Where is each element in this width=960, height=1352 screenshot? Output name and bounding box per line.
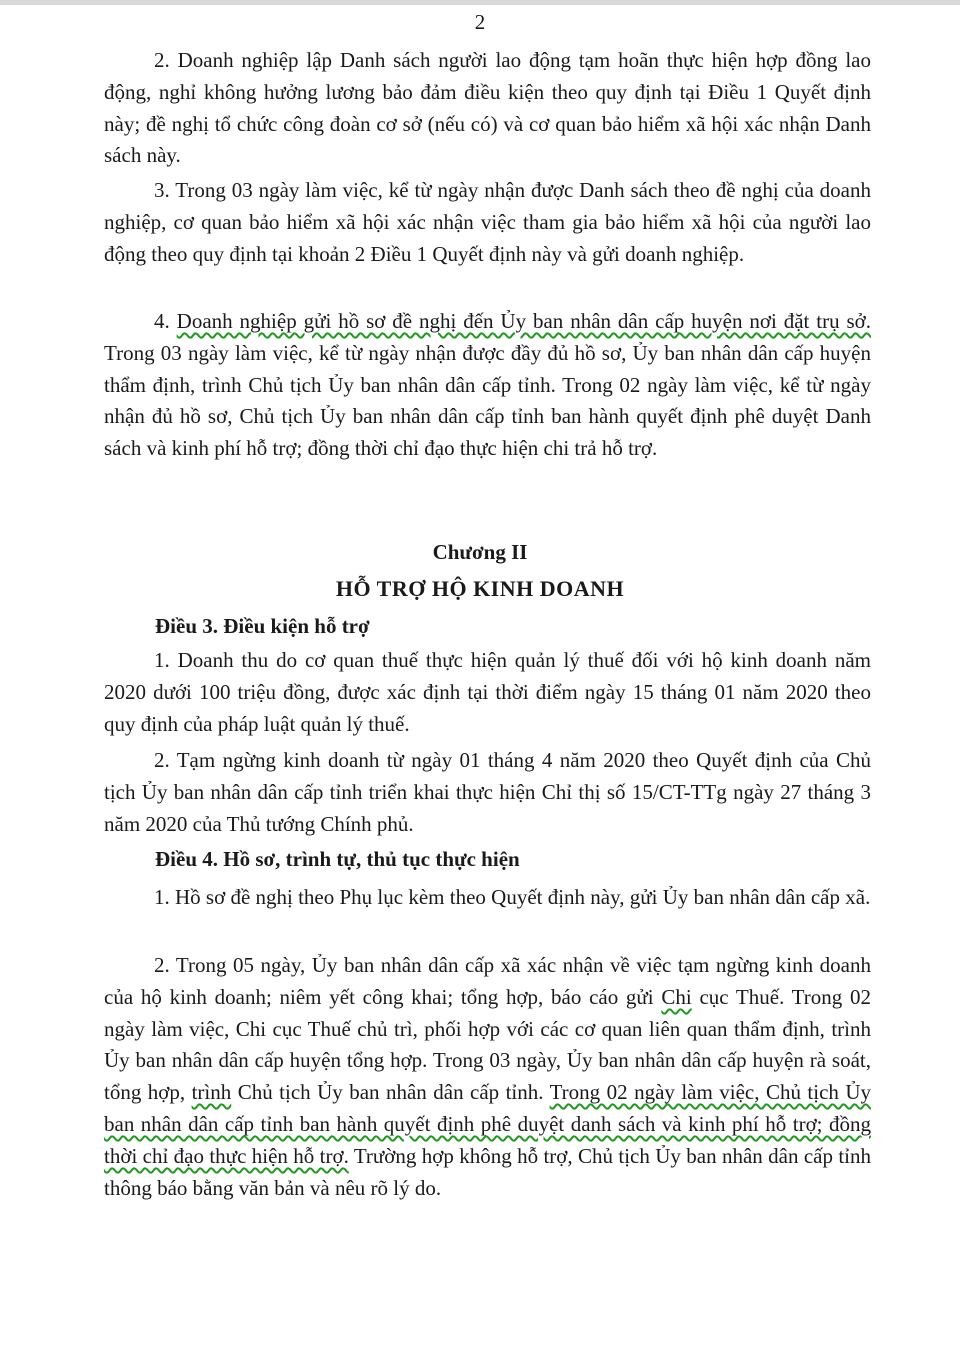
page-number: 2 xyxy=(474,10,486,34)
article-3-paragraph-2: 2. Tạm ngừng kinh doanh từ ngày 01 tháng 4 năm 2020 theo Quyết định của Chủ tịch Ủy ban nhân dân cấp tỉnh triển khai thực hiện Chỉ thị số 15/CT-TTg ngày 27 tháng 3 năm 2020 của Thủ tướng Chính phủ. xyxy=(104,748,871,836)
article-4-paragraph-2 xyxy=(104,950,871,1204)
paragraph-4-rest: Trong 03 ngày làm việc, kể từ ngày nhận được đầy đủ hồ sơ, Ủy ban nhân dân cấp huyện thẩm định, trình Chủ tịch Ủy ban nhân dân cấp tỉnh. Trong 02 ngày làm việc, kể từ ngày nhận đủ hồ sơ, Chủ tịch Ủy ban nhân dân cấp tỉnh ban hành quyết định phê duyệt Danh sách và kinh phí hỗ trợ; đồng thời chỉ đạo thực hiện chi trả hỗ trợ. xyxy=(104,340,871,461)
article-4-p2-part-d: Trường hợp không hỗ trợ, Chủ tịch Ủy ban nhân dân cấp tỉnh thông báo bằng văn bản và nêu rõ lý do. xyxy=(104,1143,871,1200)
article-4-heading: Điều 4. Hồ sơ, trình tự, thủ tục thực hiện xyxy=(155,847,520,871)
article-4-p2-part-a: 2. Trong 05 ngày, Ủy ban nhân dân cấp xã xác nhận về việc tạm ngừng kinh doanh của hộ kinh doanh; niêm yết công khai; tổng hợp, báo cáo gửi xyxy=(104,953,871,1009)
paragraph-4 xyxy=(104,306,871,465)
article-3-heading: Điều 3. Điều kiện hỗ trợ xyxy=(155,614,370,638)
article-4-p2-part-b: cục Thuế. Trong 02 ngày làm việc, Chi cục Thuế chủ trì, phối hợp với các cơ quan liên quan thẩm định, trình Ủy ban nhân dân cấp huyện tổng hợp. Trong 03 ngày, Ủy ban nhân dân cấp huyện rà soát, tổng hợp, xyxy=(104,984,871,1105)
paragraph-4-flagged-text: Doanh nghiệp gửi hồ sơ đề nghị đến Ủy ban nhân dân cấp huyện nơi đặt trụ sở. xyxy=(176,309,872,333)
paragraph-4-lead: 4. xyxy=(154,309,177,333)
article-3-paragraph-1: 1. Doanh thu do cơ quan thuế thực hiện quản lý thuế đối với hộ kinh doanh năm 2020 dưới 100 triệu đồng, được xác định tại thời điểm ngày 15 tháng 01 năm 2020 theo quy định của pháp luật quản lý thuế. xyxy=(104,648,871,736)
article-4-p2-flagged-1: Chi xyxy=(661,984,692,1009)
article-4-p2-flagged-2: trình xyxy=(191,1080,232,1105)
chapter-title: HỖ TRỢ HỘ KINH DOANH xyxy=(335,576,625,601)
chapter-number: Chương II xyxy=(432,540,528,564)
article-4-paragraph-1: 1. Hồ sơ đề nghị theo Phụ lục kèm theo Quyết định này, gửi Ủy ban nhân dân cấp xã. xyxy=(154,885,871,909)
paragraph-3: 3. Trong 03 ngày làm việc, kể từ ngày nhận được Danh sách theo đề nghị của doanh nghiệp, cơ quan bảo hiểm xã hội xác nhận việc tham gia bảo hiểm xã hội của người lao động theo quy định tại khoản 2 Điều 1 Quyết định này và gửi doanh nghiệp. xyxy=(104,178,871,266)
paragraph-2: 2. Doanh nghiệp lập Danh sách người lao động tạm hoãn thực hiện hợp đồng lao động, nghỉ không hưởng lương bảo đảm điều kiện theo quy định tại Điều 1 Quyết định này; đề nghị tổ chức công đoàn cơ sở (nếu có) và cơ quan bảo hiểm xã hội xác nhận Danh sách này. xyxy=(104,48,871,168)
article-4-p2-flagged-3: Trong 02 ngày làm việc, Chủ tịch Ủy ban nhân dân cấp tỉnh ban hành quyết định phê duyệt danh sách và kinh phí hỗ trợ; đồng thời chỉ đạo thực hiện hỗ trợ. xyxy=(104,1080,871,1168)
article-4-p2-part-c: Chủ tịch Ủy ban nhân dân cấp tỉnh. xyxy=(231,1080,550,1105)
